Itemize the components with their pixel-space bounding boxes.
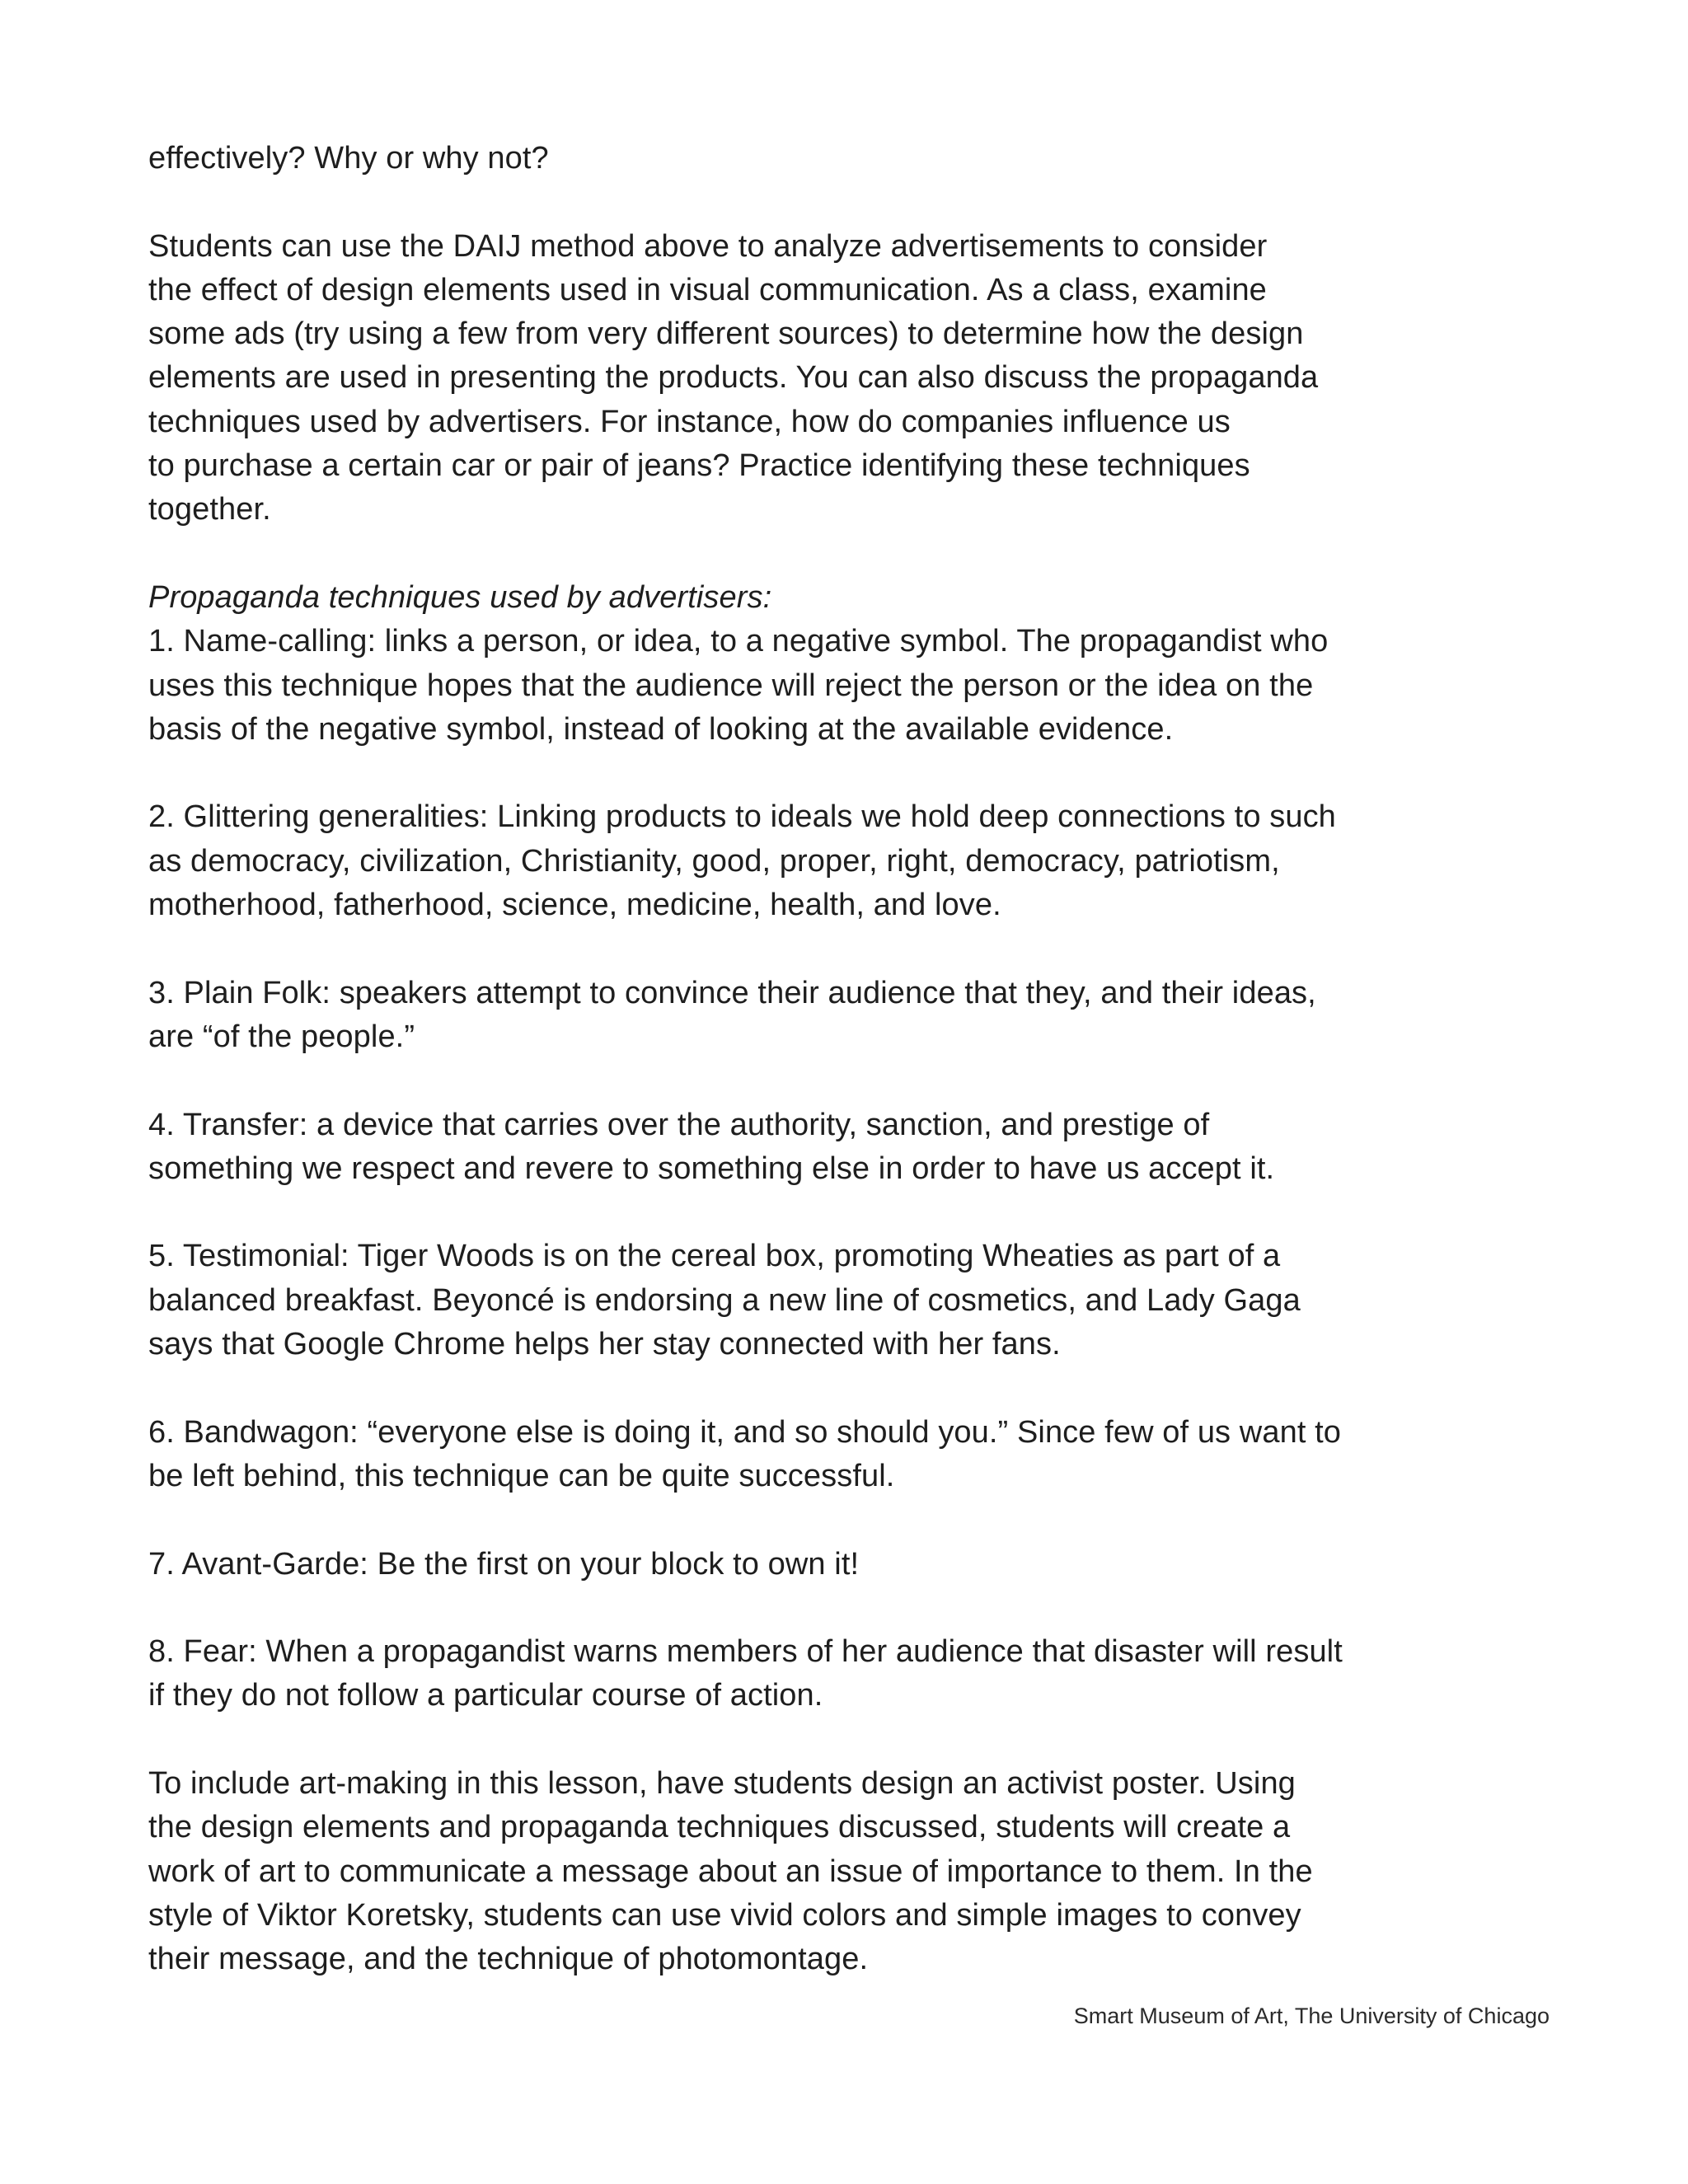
- paragraph-gap: [148, 532, 1550, 576]
- intro-paragraph: Students can use the DAIJ method above to analyze advertisements to consider the effect of design elements used in visual communication. As a class, examine some ads (try using a few from very different sources) to determine how the design elements are used in presenting the products. You can also discuss the propaganda techniques used by advertisers. For instance, how do companies influence us to purchase a certain car or pair of jeans? Practice identifying these techniques together.: [148, 228, 1319, 527]
- paragraph-gap: [148, 1586, 1550, 1630]
- paragraph-gap: [148, 927, 1550, 971]
- paragraph-gap: [148, 180, 1550, 224]
- closing-paragraph: To include art-making in this lesson, have students design an activist poster. Using the design elements and propaganda techniques discussed, students will create a work of art to communicate a message about an issue of importance to them. In the style of Viktor Koretsky, students can use vivid colors and simple images to convey their message, and the technique of photomontage.: [148, 1765, 1313, 1977]
- technique-item-2: 2. Glittering generalities: Linking products to ideals we hold deep connections to such as democracy, civilization, Christianity, good, proper, right, democracy, patriotism, motherhood, fatherhood, science, medicine, health, and love.: [148, 799, 1336, 923]
- paragraph-gap: [148, 1366, 1550, 1410]
- paragraph-gap: [148, 1718, 1550, 1762]
- technique-item-5: 5. Testimonial: Tiger Woods is on the cereal box, promoting Wheaties as part of a balanced breakfast. Beyoncé is endorsing a new line of cosmetics, and Lady Gaga says that Google Chrome helps her stay connected with her fans.: [148, 1239, 1301, 1362]
- technique-item-1: 1. Name-calling: links a person, or idea, to a negative symbol. The propagandist who uses this technique hopes that the audience will reject the person or the idea on the basis of the negative symbol, instead of looking at the available evidence.: [148, 624, 1329, 747]
- techniques-heading: Propaganda techniques used by advertisers:: [148, 579, 772, 615]
- footer-credit: Smart Museum of Art, The University of Chicago: [1073, 2004, 1550, 2028]
- paragraph-gap: [148, 1498, 1550, 1542]
- technique-item-7: 7. Avant-Garde: Be the first on your block to own it!: [148, 1546, 860, 1582]
- technique-item-6: 6. Bandwagon: “everyone else is doing it, and so should you.” Since few of us want to be left behind, this technique can be quite successful.: [148, 1414, 1342, 1493]
- technique-item-4: 4. Transfer: a device that carries over the authority, sanction, and prestige of something we respect and revere to something else in order to have us accept it.: [148, 1107, 1275, 1186]
- document-body: [148, 137, 1550, 1981]
- technique-item-8: 8. Fear: When a propagandist warns members of her audience that disaster will result if they do not follow a particular course of action.: [148, 1634, 1343, 1713]
- continuation-text: effectively? Why or why not?: [148, 141, 549, 176]
- paragraph-gap: [148, 752, 1550, 795]
- paragraph-gap: [148, 1059, 1550, 1103]
- technique-item-3: 3. Plain Folk: speakers attempt to convince their audience that they, and their ideas, are “of the people.”: [148, 975, 1316, 1054]
- paragraph-gap: [148, 1191, 1550, 1235]
